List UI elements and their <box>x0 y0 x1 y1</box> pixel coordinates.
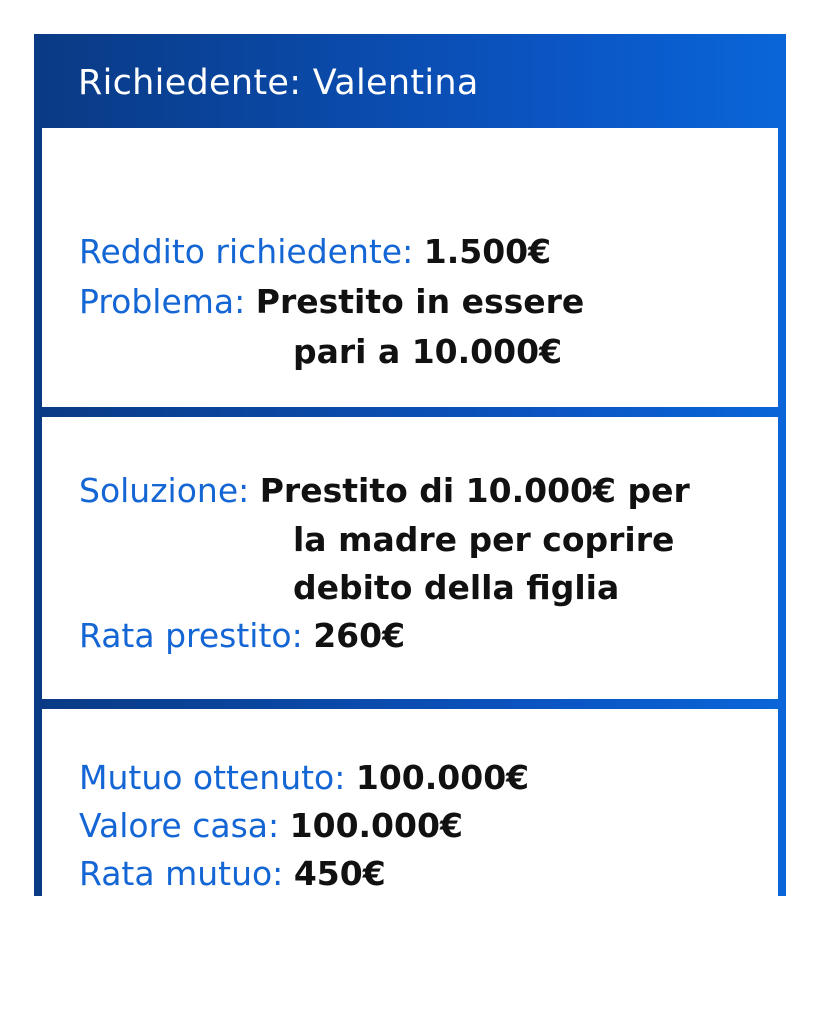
card-title: Richiedente: Valentina <box>78 63 479 103</box>
info-card <box>34 34 786 896</box>
card-header <box>34 34 786 128</box>
income-value: 1.500€ <box>423 232 552 271</box>
house-value-value: 100.000€ <box>289 806 463 845</box>
mortgage-obtained-label: Mutuo ottenuto: <box>79 758 346 797</box>
problem-row <box>79 276 584 328</box>
loan-installment-row <box>79 610 405 662</box>
house-value-label: Valore casa: <box>79 806 280 845</box>
solution-line-3: debito della figlia <box>293 568 620 607</box>
mortgage-installment-row <box>79 848 386 900</box>
mortgage-section <box>42 709 778 920</box>
problem-label: Problema: <box>79 282 246 321</box>
solution-line-1: Prestito di 10.000€ per <box>259 471 690 510</box>
situation-section <box>42 128 778 407</box>
solution-line-2: la madre per coprire <box>293 520 675 559</box>
solution-section <box>42 417 778 699</box>
loan-installment-value: 260€ <box>313 616 406 655</box>
problem-line-2: pari a 10.000€ <box>293 332 563 371</box>
solution-row <box>79 465 690 517</box>
mortgage-installment-value: 450€ <box>293 854 386 893</box>
problem-line-1: Prestito in essere <box>255 282 585 321</box>
income-label: Reddito richiedente: <box>79 232 414 271</box>
income-row <box>79 226 551 278</box>
mortgage-obtained-value: 100.000€ <box>355 758 530 797</box>
solution-label: Soluzione: <box>79 471 250 510</box>
mortgage-obtained-row <box>79 752 529 804</box>
loan-installment-label: Rata prestito: <box>79 616 303 655</box>
house-value-row <box>79 800 463 852</box>
mortgage-installment-label: Rata mutuo: <box>79 854 284 893</box>
